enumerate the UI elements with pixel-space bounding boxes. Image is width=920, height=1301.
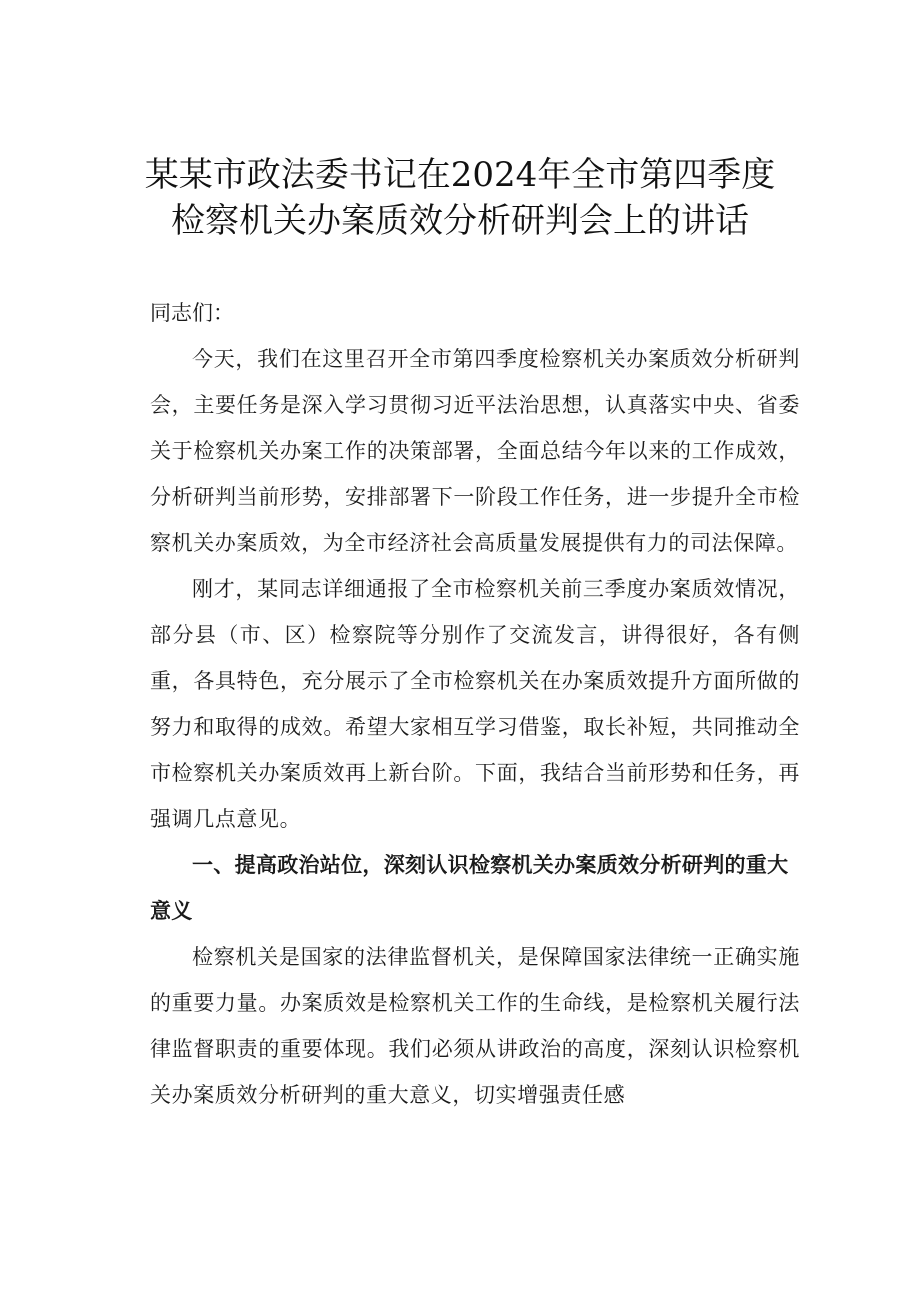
title-line-2: 检察机关办案质效分析研判会上的讲话	[171, 201, 749, 241]
document-title	[100, 152, 820, 244]
document-body	[150, 290, 800, 1118]
paragraph-review: 刚才，某同志详细通报了全市检察机关前三季度办案质效情况，部分县（市、区）检察院等分别作了交流发言，讲得很好，各有侧重，各具特色，充分展示了全市检察机关在办案质效提升方面所做的努力和取得的成效。希望大家相互学习借鉴，取长补短，共同推动全市检察机关办案质效再上新台阶。下面，我结合当前形势和任务，再强调几点意见。	[150, 577, 800, 831]
title-line-1: 某某市政法委书记在2024年全市第四季度	[144, 155, 776, 195]
section-1-paragraph: 检察机关是国家的法律监督机关，是保障国家法律统一正确实施的重要力量。办案质效是检察机关工作的生命线，是检察机关履行法律监督职责的重要体现。我们必须从讲政治的高度，深刻认识检察机关办案质效分析研判的重大意义，切实增强责任感	[150, 945, 800, 1107]
section-heading-1: 一、提高政治站位，深刻认识检察机关办案质效分析研判的重大意义	[150, 853, 789, 923]
paragraph-opening: 今天，我们在这里召开全市第四季度检察机关办案质效分析研判会，主要任务是深入学习贯彻习近平法治思想，认真落实中央、省委关于检察机关办案工作的决策部署，全面总结今年以来的工作成效，分析研判当前形势，安排部署下一阶段工作任务，进一步提升全市检察机关办案质效，为全市经济社会高质量发展提供有力的司法保障。	[150, 347, 800, 555]
salutation: 同志们：	[150, 301, 234, 325]
